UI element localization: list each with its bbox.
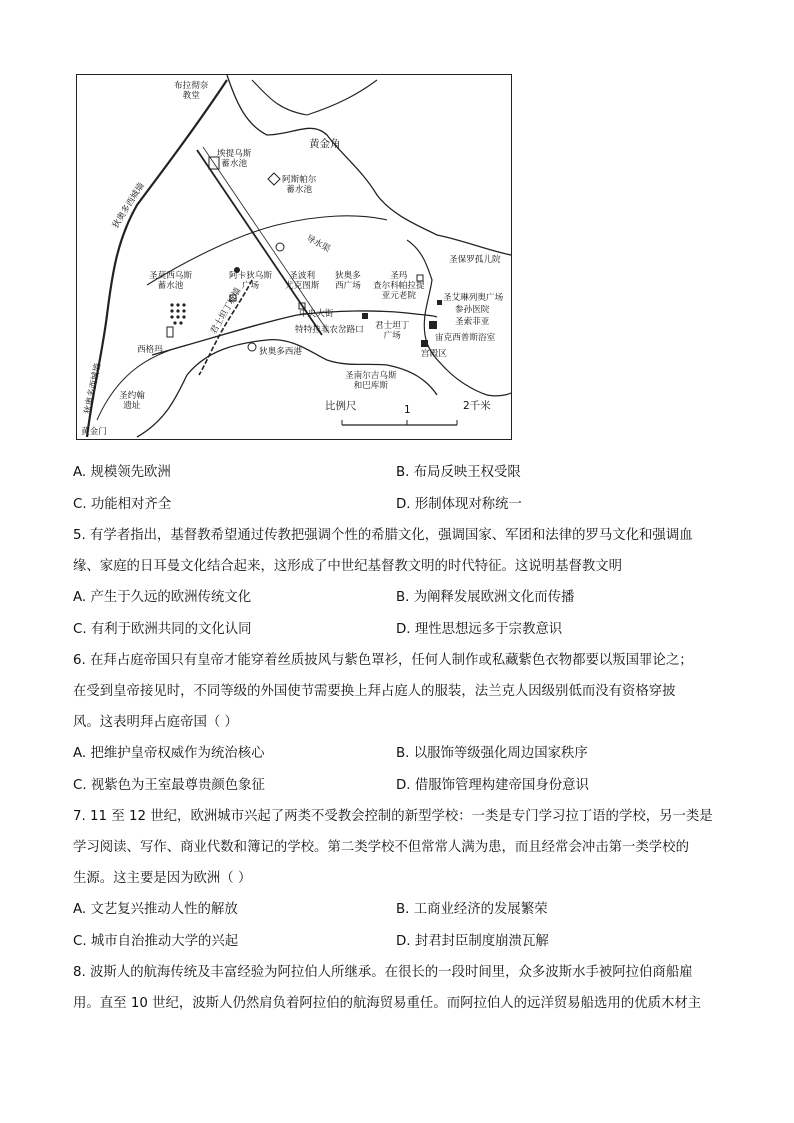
scale-tick-one: 1 xyxy=(404,404,411,416)
q4-option-b: B. 布局反映王权受限 xyxy=(396,465,521,480)
q7-option-c: C. 城市自治推动大学的兴起 xyxy=(73,934,239,949)
q5-option-c: C. 有利于欧洲共同的文化认同 xyxy=(73,622,252,637)
q6-option-d: D. 借服饰管理构建帝国身份意识 xyxy=(396,778,589,793)
label-sampson-hospital: 参孙医院 xyxy=(455,305,490,315)
q7-option-d: D. 封君封臣制度崩溃瓦解 xyxy=(396,934,549,949)
q6-stem-line-3: 风。这表明拜占庭帝国（ ） xyxy=(73,715,238,730)
q7-option-b: B. 工商业经济的发展繁荣 xyxy=(396,902,548,917)
q4-option-c: C. 功能相对齐全 xyxy=(73,497,172,512)
label-st-paul-orphanage: 圣保罗孤儿院 xyxy=(449,255,501,265)
q5-stem-line-1: 5. 有学者指出，基督教希望通过传教把强调个性的希腊文化，强调国家、军团和法律的罗马文化和强调血 xyxy=(73,528,693,543)
label-mocius-cistern: 圣莫西乌斯 蓄水池 xyxy=(149,271,192,291)
label-arcadius-forum: 阿卡狄乌斯 广场 xyxy=(229,271,272,291)
label-theodosian-wall-south: 狄奥多西城墙 xyxy=(83,362,104,416)
label-sigma: 西格玛 xyxy=(137,345,163,355)
q5-option-b: B. 为阐释发展欧洲文化而传播 xyxy=(396,590,575,605)
q8-stem-line-2: 用。直至 10 世纪，波斯人仍然肩负着阿拉伯的航海贸易重任。而阿拉伯人的远洋贸易船选用的优质木材主 xyxy=(73,996,702,1011)
label-aqueduct: 导水渠 xyxy=(304,233,332,255)
label-golden-horn: 黄金角 xyxy=(309,138,341,150)
q8-stem-line-1: 8. 波斯人的航海传统及丰富经验为阿拉伯人所继承。在很长的一段时间里，众多波斯水手被阿拉伯商船雇 xyxy=(73,965,693,980)
q6-stem-line-2: 在受到皇帝接见时，不同等级的外国使节需要换上拜占庭人的服装，法兰克人因级别低而没有资格穿披 xyxy=(73,684,676,699)
label-constantine-forum: 君士坦丁 广场 xyxy=(375,321,410,341)
label-st-john-site: 圣约翰 遗址 xyxy=(119,391,145,411)
q5-option-a: A. 产生于久远的欧洲传统文化 xyxy=(73,590,252,605)
map-drawing xyxy=(77,75,511,439)
label-theodosius-forum: 狄奥多 西广场 xyxy=(335,271,361,291)
scale-tick-two: 2千米 xyxy=(463,400,491,412)
label-theodosian-wall-north: 狄奥多西城墙 xyxy=(111,181,147,231)
label-st-irene-forum: 圣艾琳列奥广场 xyxy=(443,293,504,303)
label-polyeuctus: 圣波利 尤克图斯 xyxy=(285,271,320,291)
label-blachernae-church: 布拉彻奈 教堂 xyxy=(174,81,209,101)
label-theodosius-harbor: 狄奥多西港 xyxy=(259,347,302,357)
q5-stem-line-2: 缘、家庭的日耳曼文化结合起来，这形成了中世纪基督教文明的时代特征。这说明基督教文明 xyxy=(73,559,623,574)
q5-option-d: D. 理性思想远多于宗教意识 xyxy=(396,622,563,637)
q7-stem-line-1: 7. 11 至 12 世纪，欧洲城市兴起了两类不受教会控制的新型学校：一类是专门学习拉丁语的学校，另一类是 xyxy=(73,809,713,824)
label-mese: 中央大街 xyxy=(299,309,334,319)
q7-option-a: A. 文艺复兴推动人性的解放 xyxy=(73,902,238,917)
q6-stem-line-1: 6. 在拜占庭帝国只有皇帝才能穿着丝质披风与紫色罩衫，任何人制作或私藏紫色衣物都要以叛国罪论之； xyxy=(73,653,693,668)
q7-stem-line-3: 生源。这主要是因为欧洲（ ） xyxy=(73,871,252,886)
q4-option-a: A. 规模领先欧洲 xyxy=(73,465,171,480)
q6-option-c: C. 视紫色为王室最尊贵颜色象征 xyxy=(73,778,265,793)
q6-option-a: A. 把维护皇帝权威作为统治核心 xyxy=(73,746,265,761)
label-hagia-sophia: 圣索菲亚 xyxy=(455,317,490,327)
label-aspar-cistern: 阿斯帕尔 蓄水池 xyxy=(282,175,317,195)
label-tetrapylon: 特特拉非农岔路口 xyxy=(295,325,364,335)
label-chalkoprateia-senate: 圣玛 查尔科帕拉提 亚元老院 xyxy=(373,271,425,301)
q4-option-d: D. 形制体现对称统一 xyxy=(396,497,522,512)
label-golden-gate: 黄金门 xyxy=(81,427,107,437)
label-palace-district: 宫殿区 xyxy=(421,349,447,359)
constantinople-map xyxy=(76,74,512,440)
q6-option-b: B. 以服饰等级强化周边国家秩序 xyxy=(396,746,588,761)
q7-stem-line-2: 学习阅读、写作、商业代数和簿记的学校。第二类学校不但常常人满为患，而且经常会冲击第一类学校的 xyxy=(73,840,689,855)
label-sergius-bacchus: 圣南尔吉乌斯 和巴库斯 xyxy=(345,371,397,391)
label-zeuxippus-baths: 宙克西普斯浴室 xyxy=(435,333,496,343)
label-aetius-cistern: 埃提乌斯 蓄水池 xyxy=(217,149,252,169)
scale-label: 比例尺 xyxy=(325,400,357,412)
label-constantine-wall: 君士坦丁城墙 xyxy=(209,286,244,336)
